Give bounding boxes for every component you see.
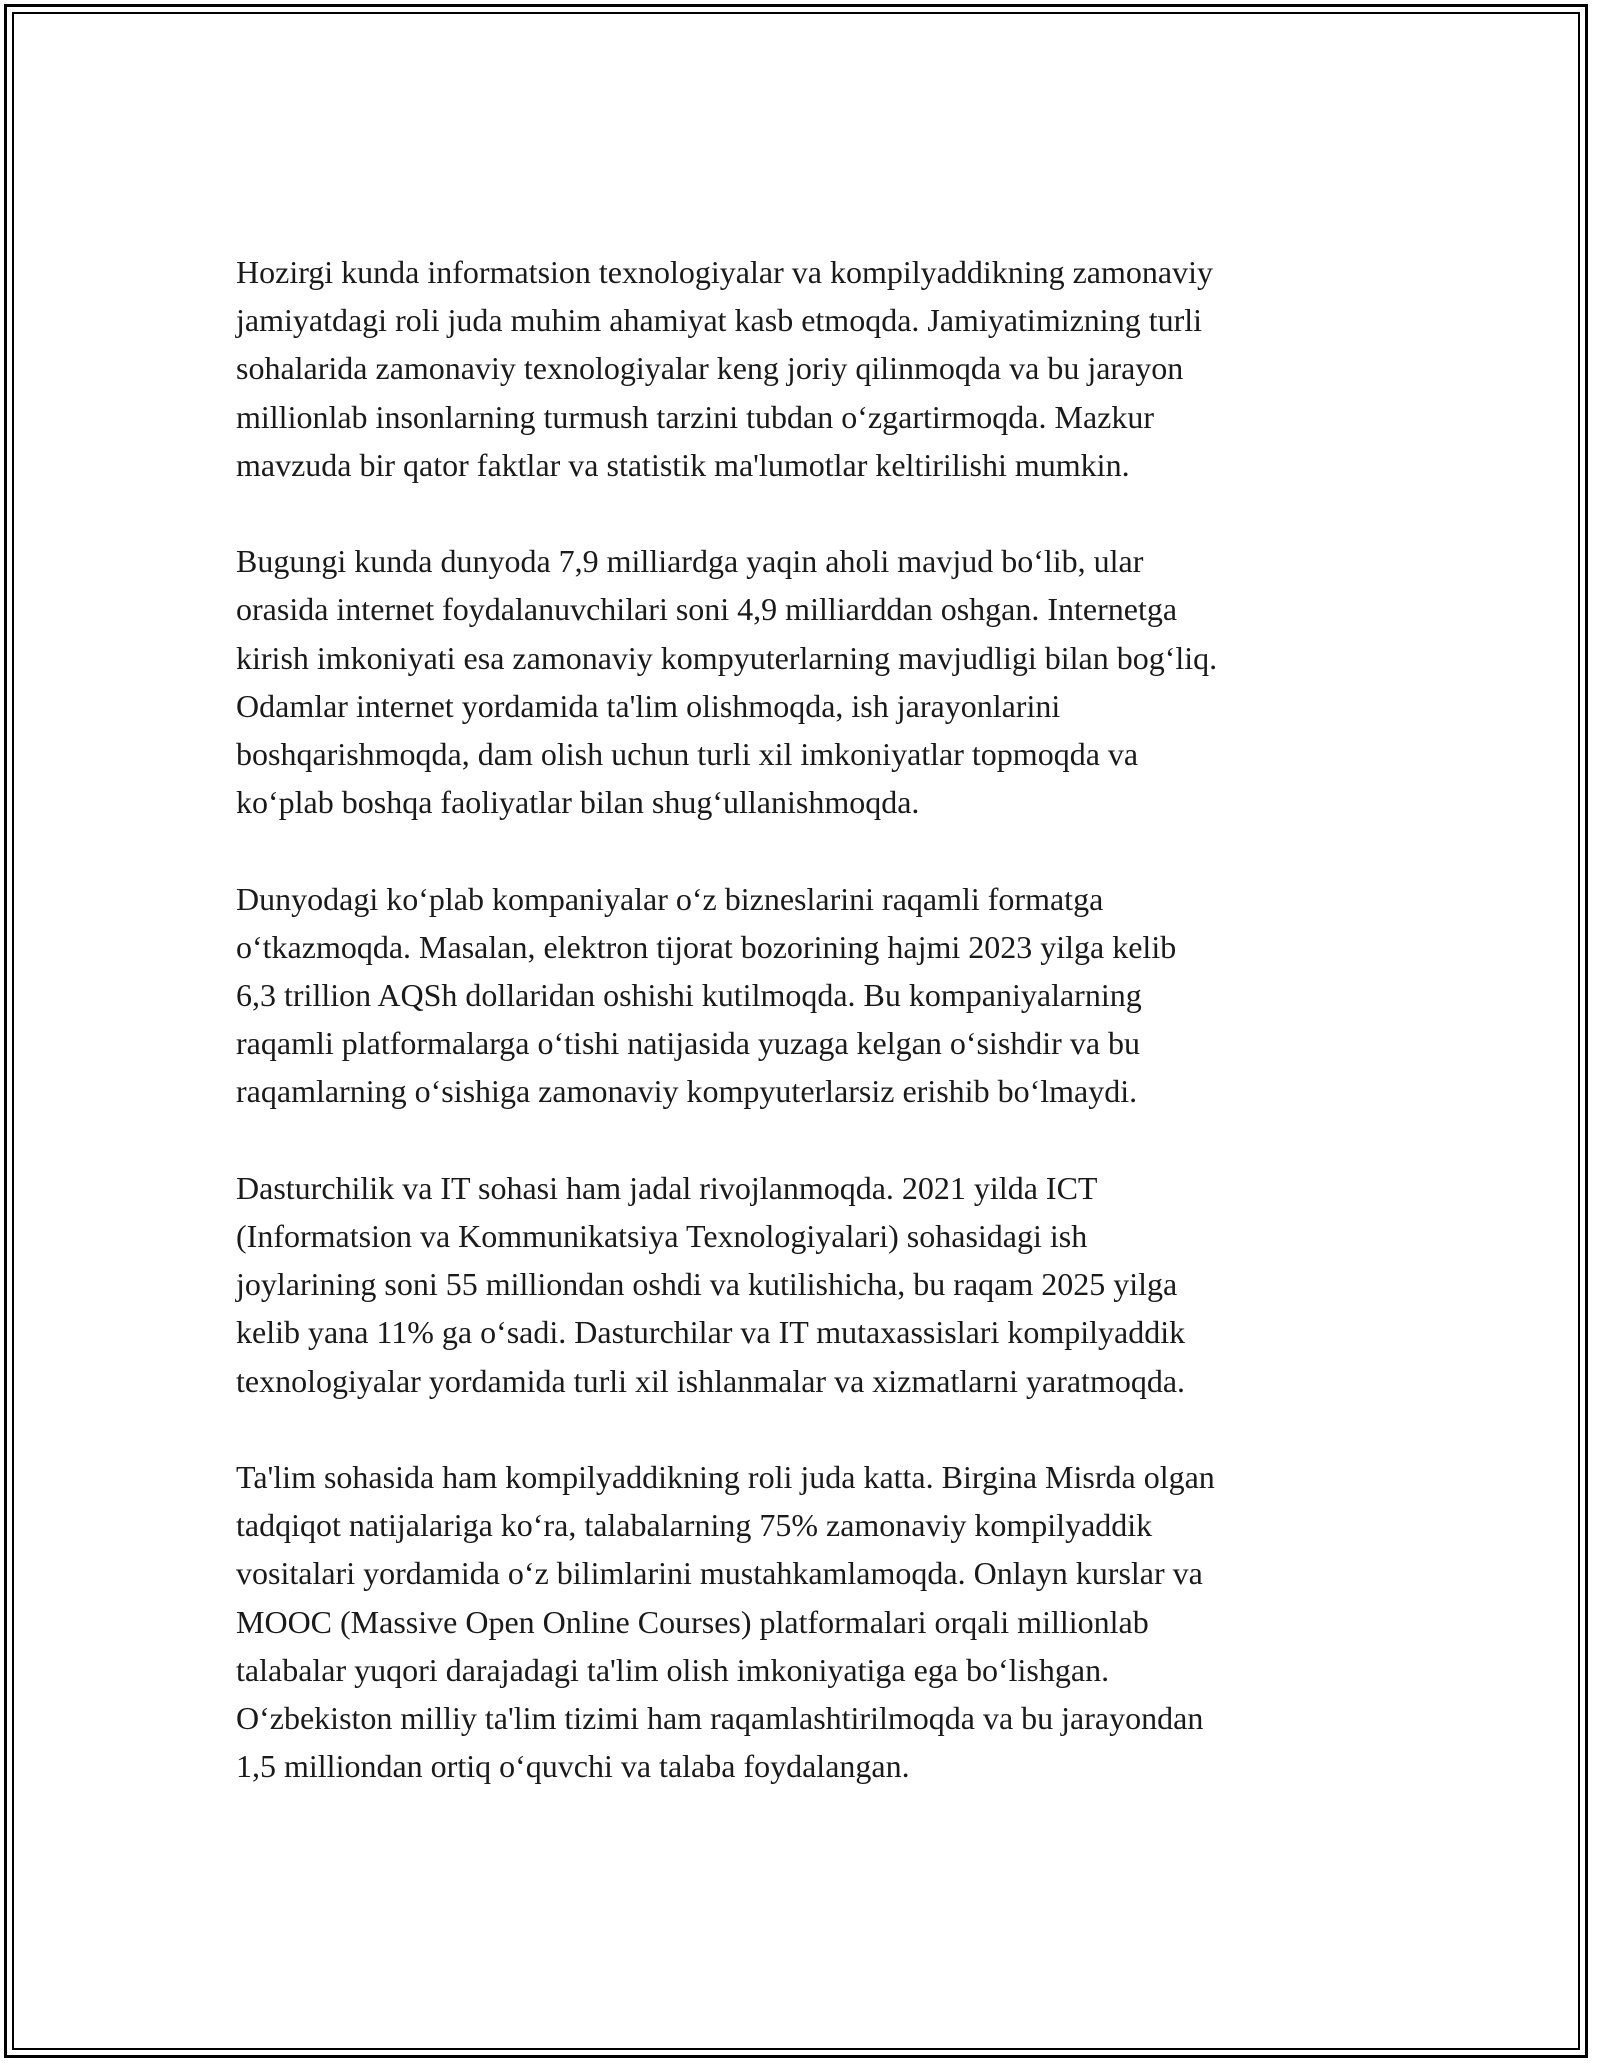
text-line: MOOC (Massive Open Online Courses) platformalari orqali millionlab	[236, 1603, 1149, 1640]
paragraph-3	[236, 875, 1366, 1116]
text-line: kirish imkoniyati esa zamonaviy kompyuterlarning mavjudligi bilan bog‘liq.	[236, 639, 1218, 676]
text-line: Dunyodagi ko‘plab kompaniyalar o‘z bizneslarini raqamli formatga	[236, 880, 1104, 917]
text-line: sohalarida zamonaviy texnologiyalar keng joriy qilinmoqda va bu jarayon	[236, 350, 1184, 387]
text-line: Dasturchilik va IT sohasi ham jadal rivojlanmoqda. 2021 yilda ICT	[236, 1169, 1098, 1206]
text-line: orasida internet foydalanuvchilari soni 4,9 milliarddan oshgan. Internetga	[236, 591, 1178, 628]
text-line: mavzuda bir qator faktlar va statistik ma'lumotlar keltirilishi mumkin.	[236, 446, 1130, 483]
text-line: O‘zbekiston milliy ta'lim tizimi ham raqamlashtirilmoqda va bu jarayondan	[236, 1700, 1204, 1737]
paragraph-4	[236, 1164, 1366, 1405]
text-line: texnologiyalar yordamida turli xil ishlanmalar va xizmatlarni yaratmoqda.	[236, 1362, 1186, 1399]
text-line: Odamlar internet yordamida ta'lim olishmoqda, ish jarayonlarini	[236, 687, 1061, 724]
text-line: 1,5 milliondan ortiq o‘quvchi va talaba foydalangan.	[236, 1748, 910, 1785]
document-body	[236, 248, 1366, 1839]
text-line: kelib yana 11% ga o‘sadi. Dasturchilar va IT mutaxassislari kompilyaddik	[236, 1314, 1186, 1351]
text-line: boshqarishmoqda, dam olish uchun turli xil imkoniyatlar topmoqda va	[236, 736, 1139, 773]
paragraph-5	[236, 1453, 1366, 1790]
text-line: Ta'lim sohasida ham kompilyaddikning roli juda katta. Birgina Misrda olgan	[236, 1459, 1215, 1496]
text-line: jamiyatdagi roli juda muhim ahamiyat kasb etmoqda. Jamiyatimizning turli	[236, 302, 1203, 339]
text-line: 6,3 trillion AQSh dollaridan oshishi kutilmoqda. Bu kompaniyalarning	[236, 977, 1142, 1014]
text-line: raqamlarning o‘sishiga zamonaviy kompyuterlarsiz erishib bo‘lmaydi.	[236, 1073, 1138, 1110]
text-line: joylarining soni 55 milliondan oshdi va kutilishicha, bu raqam 2025 yilga	[236, 1266, 1178, 1303]
text-line: o‘tkazmoqda. Masalan, elektron tijorat bozorining hajmi 2023 yilga kelib	[236, 928, 1177, 965]
text-line: tadqiqot natijalariga ko‘ra, talabalarning 75% zamonaviy kompilyaddik	[236, 1507, 1153, 1544]
text-line: vositalari yordamida o‘z bilimlarini mustahkamlamoqda. Onlayn kurslar va	[236, 1555, 1203, 1592]
text-line: raqamli platformalarga o‘tishi natijasida yuzaga kelgan o‘sishdir va bu	[236, 1025, 1141, 1062]
paragraph-2	[236, 537, 1366, 826]
paragraph-1	[236, 248, 1366, 489]
text-line: millionlab insonlarning turmush tarzini tubdan o‘zgartirmoqda. Mazkur	[236, 398, 1155, 435]
text-line: Hozirgi kunda informatsion texnologiyalar va kompilyaddikning zamonaviy	[236, 254, 1213, 290]
text-line: (Informatsion va Kommunikatsiya Texnologiyalari) sohasidagi ish	[236, 1218, 1088, 1255]
text-line: talabalar yuqori darajadagi ta'lim olish imkoniyatiga ega bo‘lishgan.	[236, 1651, 1110, 1688]
text-line: Bugungi kunda dunyoda 7,9 milliardga yaqin aholi mavjud bo‘lib, ular	[236, 543, 1144, 580]
text-line: ko‘plab boshqa faoliyatlar bilan shug‘ullanishmoqda.	[236, 784, 920, 821]
